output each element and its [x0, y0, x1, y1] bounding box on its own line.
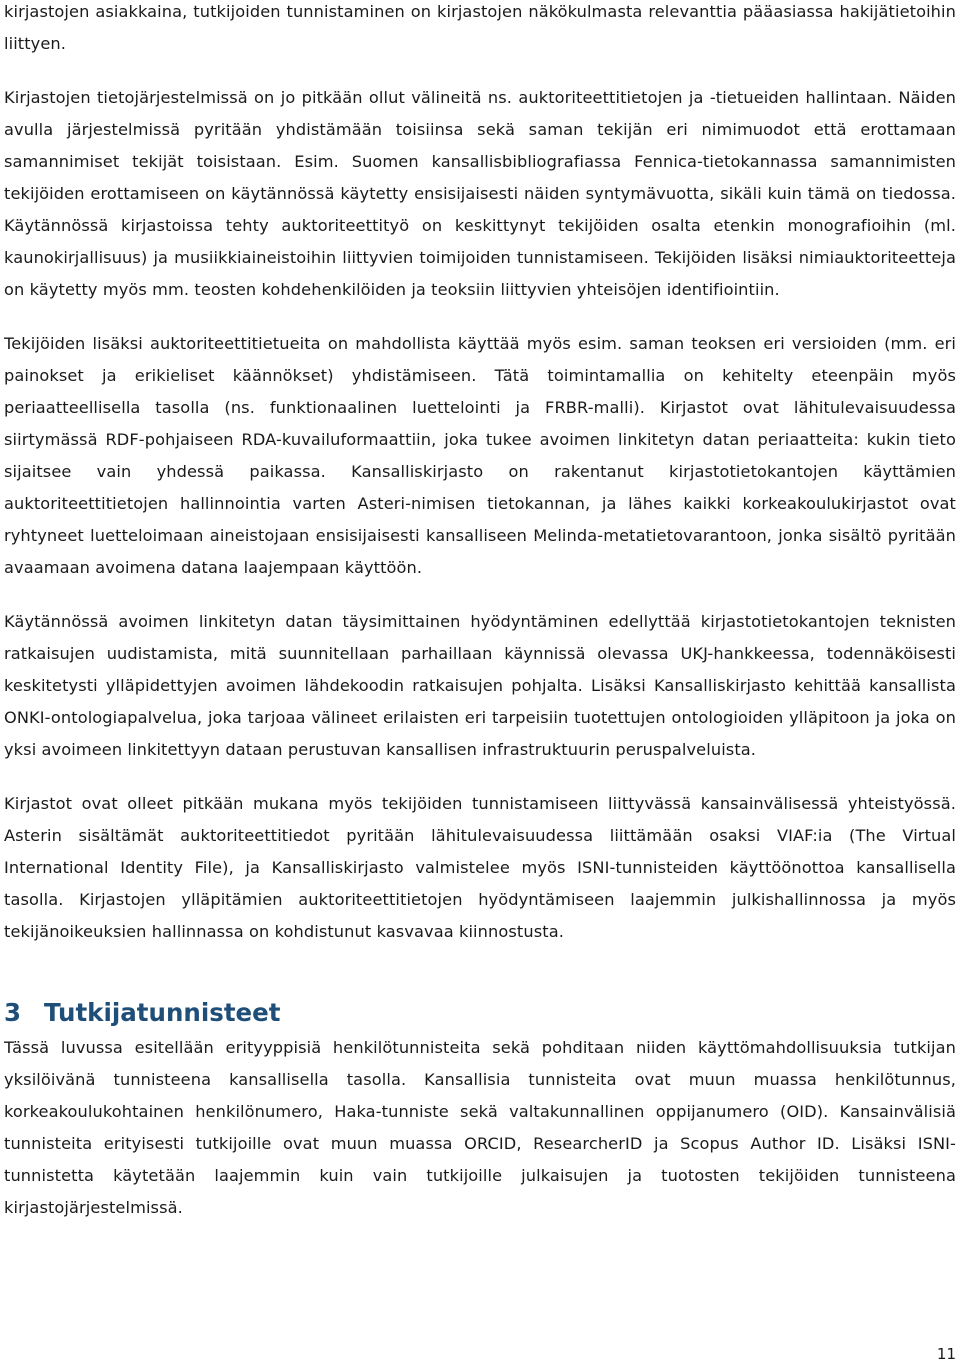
paragraph-international: Kirjastot ovat olleet pitkään mukana myös tekijöiden tunnistamiseen liittyvässä kansainvälisessä yhteistyössä. Asterin sisältämät auktoriteettitiedot pyritään lähitulevaisuudessa liittämään osaksi VIAF:ia (The Virtual International Identity File), ja Kansalliskirjasto valmistelee myös ISNI-tunnisteiden käyttöönottoa kansallisella tasolla. Kirjastojen ylläpitämien auktoriteettitietojen hyödyntämiseen laajemmin julkishallinnossa ja myös tekijänoikeuksien hallinnassa on kohdistunut kasvavaa kiinnostusta.: [4, 794, 956, 941]
section-number: 3: [4, 998, 22, 1027]
spacer: [4, 584, 956, 606]
section-title: Tutkijatunnisteet: [44, 998, 281, 1027]
spacer: [4, 306, 956, 328]
spacer: [4, 948, 956, 996]
paragraph-linked-data: Käytännössä avoimen linkitetyn datan täysimittainen hyödyntäminen edellyttää kirjastotietokantojen teknisten ratkaisujen uudistamista, mitä suunnitellaan parhaillaan käynnissä olevassa UKJ-hankkeessa, todennäköisesti keskitetysti ylläpidettyjen avoimen lähdekoodin ratkaisujen pohjalta. Lisäksi Kansalliskirjasto kehittää kansallista ONKI-ontologiapalvelua, joka tarjoaa välineet erilaisten eri tarpeisiin tuotettujen ontologioiden ylläpitoon ja joka on yksi avoimeen linkitettyyn dataan perustuvan kansallisen infrastruktuurin peruspalveluista.: [4, 612, 956, 759]
paragraph-section-intro: Tässä luvussa esitellään erityyppisiä henkilötunnisteita sekä pohditaan niiden käyttömahdollisuuksia tutkijan yksilöivänä tunnisteena kansallisella tasolla. Kansallisia tunnisteita ovat muun muassa henkilötunnus, korkeakoulukohtainen henkilönumero, Haka-tunniste sekä valtakunnallinen oppijanumero (OID). Kansainvälisiä tunnisteita erityisesti tutkijoille ovat muun muassa ORCID, ResearcherID ja Scopus Author ID. Lisäksi ISNI-tunnistetta käytetään laajemmin kuin vain tutkijoille julkaisujen ja tuotosten tekijöiden tunnisteena kirjastojärjestelmissä.: [4, 1038, 956, 1217]
page-number: 11: [936, 1345, 956, 1363]
section-heading: [4, 996, 956, 1032]
document-page: [4, 0, 956, 1224]
paragraph-intro: kirjastojen asiakkaina, tutkijoiden tunnistaminen on kirjastojen näkökulmasta relevanttia pääasiassa hakijätietoihin liittyen.: [4, 2, 956, 53]
paragraph-authority-records: Kirjastojen tietojärjestelmissä on jo pitkään ollut välineitä ns. auktoriteettitietojen ja -tietueiden hallintaan. Näiden avulla järjestelmissä pyritään yhdistämään toisiinsa sekä saman tekijän eri nimimuodot että erottamaan samannimiset tekijät toisistaan. Esim. Suomen kansallisbibliografiassa Fennica-tietokannassa samannimisten tekijöiden erottamiseen on käytännössä käytetty ensisijaisesti näiden syntymävuotta, sikäli kuin tämä on tiedossa. Käytännössä kirjastoissa tehty auktoriteettityö on keskittynyt tekijöiden osalta etenkin monografioihin (ml. kaunokirjallisuus) ja musiikkiaineistoihin liittyvien toimijoiden tunnistamiseen. Tekijöiden lisäksi nimiauktoriteetteja on käytetty myös mm. teosten kohdehenkilöiden ja teoksiin liittyvien yhteisöjen identifiointiin.: [4, 88, 956, 299]
paragraph-frbr: Tekijöiden lisäksi auktoriteettitietueita on mahdollista käyttää myös esim. saman teoksen eri versioiden (mm. eri painokset ja erikieliset käännökset) yhdistämiseen. Tätä toimintamallia on kehitelty eteenpäin myös periaatteellisella tasolla (ns. funktionaalinen luettelointi ja FRBR-malli). Kirjastot ovat lähitulevaisuudessa siirtymässä RDF-pohjaiseen RDA-kuvailuformaattiin, joka tukee avoimen linkitetyn datan periaatteita: kukin tieto sijaitsee vain yhdessä paikassa. Kansalliskirjasto on rakentanut kirjastotietokantojen käyttämien auktoriteettitietojen hallinnointia varten Asteri-nimisen tietokannan, ja lähes kaikki korkeakoulukirjastot ovat ryhtyneet luetteloimaan aineistojaan ensisijaisesti kansalliseen Melinda-metatietovarantoon, jonka sisältö pyritään avaamaan avoimena datana laajempaan käyttöön.: [4, 334, 956, 577]
spacer: [4, 60, 956, 82]
spacer: [4, 766, 956, 788]
